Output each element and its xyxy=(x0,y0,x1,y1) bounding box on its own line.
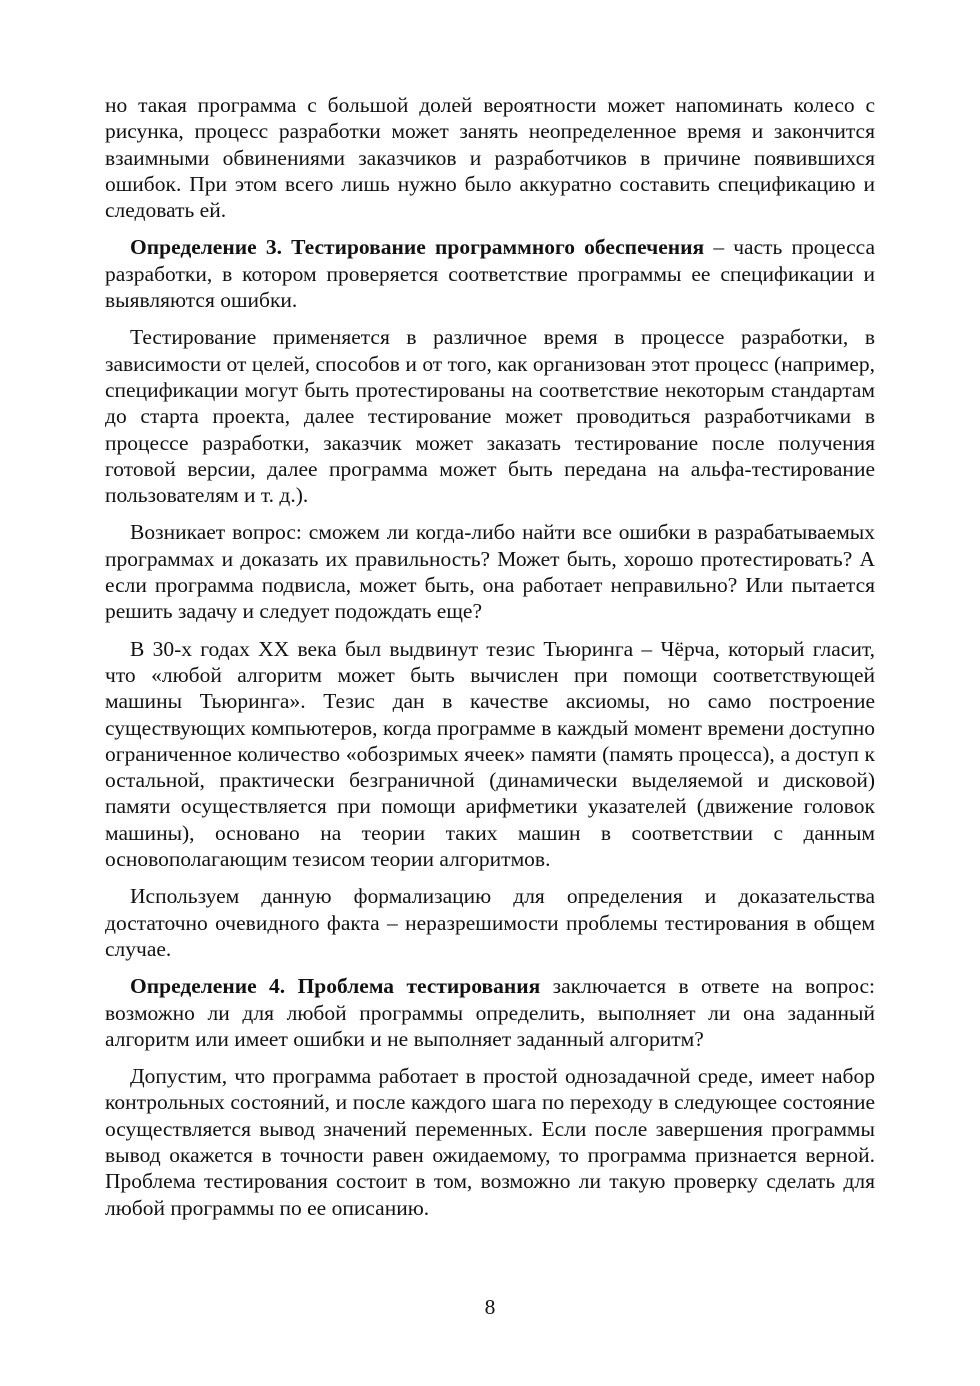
paragraph-text: Возникает вопрос: сможем ли когда-либо найти все ошибки в разрабатываемых программах и доказать их правильность? Может быть, хорошо протестировать? А если программа подвисла, может быть, она работает неправильно? Или пытается решить задачу и следует подождать еще? xyxy=(105,520,875,624)
paragraph-continuation xyxy=(105,92,875,223)
paragraph-question xyxy=(105,519,875,624)
paragraph-text: В 30-х годах XX века был выдвинут тезис Тьюринга – Чёрча, который гласит, что «любой алгоритм может быть вычислен при помощи соответствующей машины Тьюринга». Тезис дан в качестве аксиомы, но само построение существующих компьютеров, когда программе в каждый момент времени доступно ограниченное количество «обозримых ячеек» памяти (память процесса), а доступ к остальной, практически безграничной (динамически выделяемой и дисковой) памяти осуществляется при помощи арифметики указателей (движение головок машины), основано на теории таких машин в соответствии с данным основополагающим тезисом теории алгоритмов. xyxy=(105,636,875,872)
paragraph-testing-applied xyxy=(105,324,875,508)
paragraph-text: Используем данную формализацию для определения и доказательства достаточно очевидного факта – неразрешимости проблемы тестирования в общем случае. xyxy=(105,884,875,961)
definition-term: Определение 4. Проблема тестирования xyxy=(130,974,541,999)
paragraph-text: но такая программа с большой долей вероятности может напоминать колесо с рисунка, процесс разработки может занять неопределенное время и закончится взаимными обвинениями заказчиков и разработчиков в причине появившихся ошибок. При этом всего лишь нужно было аккуратно составить спецификацию и следовать ей. xyxy=(105,93,875,223)
definition-term: Определение 3. Тестирование программного обеспечения xyxy=(130,235,705,260)
paragraph-turing-church xyxy=(105,636,875,873)
page-number: 8 xyxy=(484,1295,496,1319)
paragraph-definition-3 xyxy=(105,234,875,313)
paragraph-formalization xyxy=(105,883,875,962)
paragraph-text: – часть процесса разработки, в котором проверяется соответствие программы ее спецификации и выявляются ошибки. xyxy=(105,235,875,313)
paragraph-text: Допустим, что программа работает в простой однозадачной среде, имеет набор контрольных состояний, и после каждого шага по переходу в следующее состояние осуществляется вывод значений переменных. Если после завершения программы вывод окажется в точности равен ожидаемому, то программа признается верной. Проблема тестирования состоит в том, возможно ли такую проверку сделать для любой программы по ее описанию. xyxy=(105,1064,875,1220)
paragraph-text: заключается в ответе на вопрос: возможно ли для любой программы определить, выполняет ли она заданный алгоритм или имеет ошибки и не выполняет заданный алгоритм? xyxy=(105,974,875,1051)
paragraph-text: Тестирование применяется в различное время в процессе разработки, в зависимости от целей, способов и от того, как организован этот процесс (например, спецификации могут быть протестированы на соответствие некоторым стандартам до старта проекта, далее тестирование может проводиться разработчиками в процессе разработки, заказчик может заказать тестирование после получения готовой версии, далее программа может быть передана на альфа-тестирование пользователям и т. д.). xyxy=(105,325,875,508)
paragraph-assumption xyxy=(105,1063,875,1221)
document-page xyxy=(105,92,875,1232)
paragraph-definition-4 xyxy=(105,973,875,1052)
